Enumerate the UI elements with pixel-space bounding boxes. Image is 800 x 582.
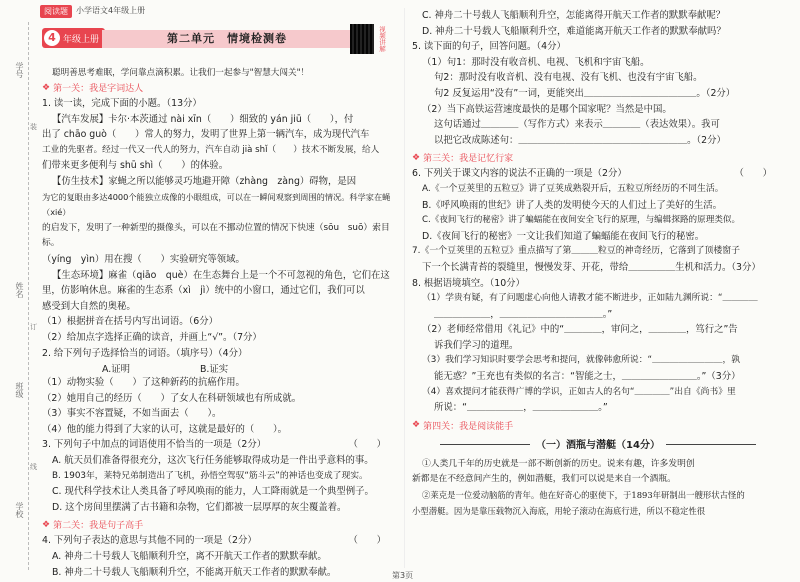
passage-line: 工业的先驱者。经过一代又一代人的努力，汽车自动 jià shǐ（ ）技术不断发展，给人 <box>42 144 380 155</box>
grade-text: 年级上册 <box>63 34 100 45</box>
title-rule <box>440 444 530 445</box>
sub-question: （1）学贵有疑，有了问题虚心向他人请教才能不断进步，正如陆九渊所说：“＿＿＿＿ <box>422 293 758 304</box>
section-arrow-icon: ❖ <box>412 152 421 163</box>
reading-paragraph: ①人类几千年的历史就是一部不断创新的历史。说来有趣，许多发明创 <box>422 458 695 469</box>
sub-question: 诉我们学习的道理。 <box>434 339 519 351</box>
passage-line: 们带来更多便利与 shū shì（ ）的体验。 <box>42 160 229 172</box>
section-heading <box>412 151 784 164</box>
sub-question: （2）她用自己的经历（ ）了女人在科研领域也有所成就。 <box>42 392 302 404</box>
question-text <box>412 166 784 182</box>
section-arrow-icon: ❖ <box>42 82 51 93</box>
sub-question: 这句话通过＿＿＿＿（写作方式）来表示＿＿＿＿（表达效果）。我可 <box>434 119 720 131</box>
binding-dot: 装 <box>30 123 37 131</box>
unit-title: 第二单元 情境检测卷 <box>102 30 352 48</box>
passage-line: 的启发下，发明了一种新型的摄像头，可以在不挪动位置的情况下快速（sōu suō）索目标。 <box>42 222 390 249</box>
sub-question: （2）给加点字选择正确的读音，并画上“√”。（7分） <box>42 331 262 343</box>
section-title: 第三关：我是记忆行家 <box>423 154 514 165</box>
question-text: 5. 读下面的句子，回答问题。（4分） <box>412 41 566 53</box>
series-tag: 阅读题 <box>40 5 72 18</box>
sub-question: （3）我们学习知识时要学会思考和提问，就像韩愈所说：“＿＿＿＿＿＿＿＿，孰 <box>422 355 741 366</box>
binding-margin <box>0 22 40 570</box>
sub-question: （3）事实不容置疑，不如当面去（ ）。 <box>42 408 222 420</box>
sub-question: 能无惑？”王充也有类似的名言：“智能之士，＿＿＿＿＿＿＿＿。”（3分） <box>434 371 741 383</box>
grade-badge <box>42 28 105 48</box>
sub-question: 所说：“＿＿＿＿＿＿，＿＿＿＿＿＿＿。” <box>434 402 608 414</box>
title-rule <box>666 444 756 445</box>
question-label: 6. 下列关于课文内容的说法不正确的一项是（2分） <box>412 168 627 180</box>
passage-line: 出了 chāo guò（ ）常人的努力，发明了世界上第一辆汽车，成为现代汽车 <box>42 129 370 141</box>
qr-code-icon[interactable] <box>350 24 374 54</box>
option-b: B.证实 <box>199 364 229 376</box>
grade-number: 4 <box>44 30 60 46</box>
left-column <box>42 24 398 578</box>
binding-label-student-id: 学号 <box>15 62 24 78</box>
section-arrow-icon: ❖ <box>412 420 421 431</box>
reading-paragraph: 小型潜艇。因为是靠压载物沉入海底，用轮子滚动在海底行进，所以不稳定性很 <box>412 505 706 516</box>
binding-label-class: 班级 <box>15 382 24 398</box>
reading-title-text: （一）酒瓶与潜艇（14分） <box>536 439 660 451</box>
section-heading <box>42 81 398 94</box>
option-line: C.《夜间飞行的秘密》讲了蝙蝠能在夜间安全飞行的原理，与编辑探路的原理类似。 <box>422 215 741 226</box>
option-line: D.《夜间飞行的秘密》一文让我们知道了蝙蝠能在夜间飞行的秘密。 <box>422 230 705 242</box>
option-line: B. 1903年，莱特兄弟制造出了飞机，孙悟空驾驭“筋斗云”的神话也变成了现实。 <box>52 470 368 481</box>
binding-line <box>28 22 29 570</box>
answer-bracket[interactable]: （ ） <box>348 439 386 451</box>
passage-line: 【仿生技术】家蝇之所以能够灵巧地避开障（zhàng zàng）碍物，是因 <box>52 175 357 187</box>
answer-bracket[interactable]: （ ） <box>734 168 772 180</box>
passage-line: 里，仿影响休息。麻雀的生态系（xì jì）统中的小窗口，通过它们，我们可以 <box>42 285 365 297</box>
section-title: 第四关：我是阅读能手 <box>423 421 514 432</box>
series-label: 小学语文4年级上册 <box>76 6 146 15</box>
sub-question: （2）当下高铁运营速度最快的是哪个国家呢？当然是中国。 <box>422 103 672 115</box>
sub-question: 句2 反复运用“没有”一词，更能突出＿＿＿＿＿＿＿＿＿＿＿＿。（2分） <box>434 87 736 99</box>
word-options <box>42 361 398 375</box>
passage-line: 【汽车发展】卡尔·本茨通过 nài xīn（ ）细致的 yán jiū（ ），付 <box>52 113 354 125</box>
question-label: 4. 下列句子表达的意思与其他不同的一项是（2分） <box>42 535 257 547</box>
answer-bracket[interactable]: （ ） <box>348 535 386 547</box>
sub-question: （4）喜欢提问才能获得广博的学识，正如古人的名句“＿＿＿＿”出自《尚书》里 <box>422 386 736 397</box>
question-text: 7.《一个豆荚里的五粒豆》重点描写了第＿＿＿粒豆的神奇经历，它落到了顶楼窗子 <box>412 246 740 257</box>
passage-line: 感受到大自然的奥秘。 <box>42 300 136 312</box>
question-text: 8. 根据语境填空。（10分） <box>412 277 525 289</box>
option-line: C. 神舟二十号载人飞船顺利升空，怎能离得开航天工作者的默默奉献呢？ <box>422 10 726 21</box>
binding-dot: 线 <box>30 463 37 471</box>
section-heading <box>412 419 784 432</box>
page-header <box>42 24 398 64</box>
option-a: A.证明 <box>102 364 130 376</box>
section-title: 第二关：我是句子高手 <box>53 521 144 532</box>
reading-paragraph: 新都是在不经意间产生的，例如潜艇，我们可以说是来自一个酒瓶。 <box>412 474 676 485</box>
passage-line: （yíng yìn）用在搜（ ）实验研究等领域。 <box>42 253 245 265</box>
option-line: A.《一个豆荚里的五粒豆》讲了豆荚成熟裂开后，五粒豆所经历的不同生活。 <box>422 183 724 194</box>
section-title: 第一关：我是字词达人 <box>53 84 144 94</box>
reading-title <box>412 436 784 451</box>
sub-question: （1）根据拼音在括号内写出词语。（6分） <box>42 316 218 328</box>
option-line: A. 航天员们准备得很充分，这次飞行任务能够取得成功是一件出乎意料的事。 <box>52 455 374 467</box>
question-text: 1. 读一读，完成下面的小题。（13分） <box>42 98 202 109</box>
right-column <box>412 8 784 568</box>
sub-question: （1）句1：那时没有收音机、电视、飞机和宇宙飞船。 <box>422 56 650 68</box>
sub-question: 以把它改成陈述句：＿＿＿＿＿＿＿＿＿＿＿＿＿＿＿＿＿＿。（2分） <box>434 134 726 146</box>
section-heading <box>42 518 398 531</box>
sub-question: ＿＿＿＿＿＿，＿＿＿＿＿＿＿＿＿＿＿。” <box>434 308 613 320</box>
binding-dot: 订 <box>30 323 37 331</box>
section-arrow-icon: ❖ <box>42 519 51 530</box>
option-line: A. 神舟二十号载人飞船顺利升空，离不开航天工作者的默默奉献。 <box>52 551 327 563</box>
passage-line: 为它的复眼由多达4000个能独立成像的小眼组成，可以在一瞬间观察到周围的情况。科学家在蝇（xié） <box>42 191 391 218</box>
question-text: 下一个长满青苔的裂缝里，慢慢发芽、开花，带给＿＿＿＿＿生机和活力。（3分） <box>422 261 761 273</box>
intro-text: 聪明善思考难眠，学问靠点滴积累。让我们一起参与"智慧大闯关"！ <box>52 68 310 78</box>
sub-question: 句2：那时没有收音机、没有电视、没有飞机、也没有宇宙飞船。 <box>434 72 703 84</box>
sub-question: （4）他的能力得到了大家的认可，这就是最好的（ ）。 <box>42 423 288 435</box>
question-label: 3. 下列句子中加点的词语使用不恰当的一项是（2分） <box>42 439 267 451</box>
question-text: 2. 给下列句子选择恰当的词语。（填序号）（4分） <box>42 347 248 359</box>
binding-label-name: 姓名 <box>15 282 24 298</box>
sub-question: （2）老师经常借用《礼记》中的“＿＿＿＿，审问之，＿＿＿＿，笃行之”告 <box>422 324 738 336</box>
option-line: B. 神舟二十号载人飞船顺利升空，不能离开航天工作者的默默奉献。 <box>52 566 337 578</box>
binding-label-school: 学校 <box>15 502 24 518</box>
passage-line: 【生态环境】麻雀（qiāo què）在生态舞台上是一个不可忽视的角色，它们在这 <box>52 269 390 281</box>
qr-caption: 视频讲解 <box>378 26 386 52</box>
sub-question: （1）动物实验（ ）了这种新药的抗癌作用。 <box>42 377 245 389</box>
reading-paragraph: ②莱克是一位爱动脑筋的青年。他在好奇心的驱使下，于1893年研制出一艘形状古怪的 <box>422 490 745 501</box>
option-line: B.《呼风唤雨的世纪》讲了人类的发明使今天的人们过上了美好的生活。 <box>422 199 723 211</box>
page-divider <box>404 8 405 568</box>
question-text <box>42 533 398 549</box>
option-line: D. 这个房间里摆满了古书籍和杂物，它们都被一层厚厚的灰尘覆盖着。 <box>52 501 347 513</box>
option-line: C. 现代科学技术让人类具备了呼风唤雨的能力，人工降雨就是一个典型例子。 <box>52 486 374 498</box>
page-number: 第3页 <box>392 571 414 580</box>
question-text <box>42 437 398 453</box>
option-line: D. 神舟二十号载人飞船顺利升空，难道能离开航天工作者的默默奉献吗？ <box>422 25 726 37</box>
